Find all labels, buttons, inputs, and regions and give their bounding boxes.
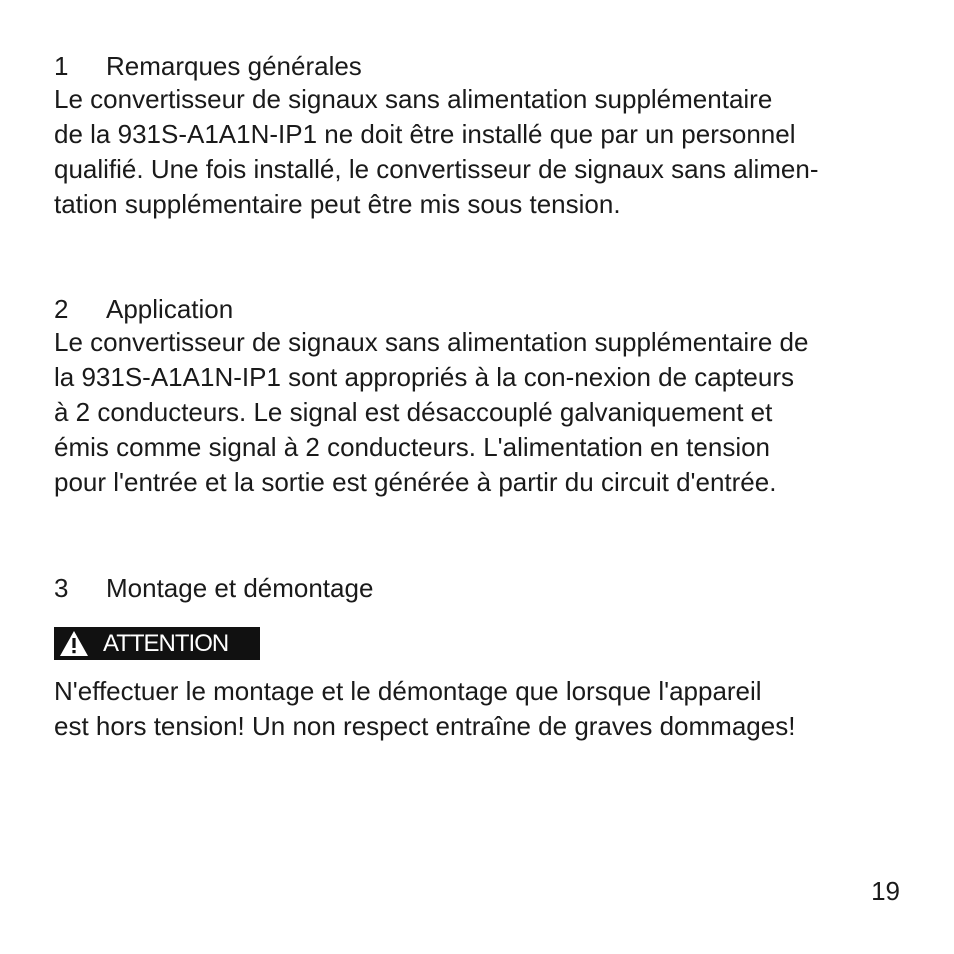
paragraph-line: de la 931S-A1A1N-IP1 ne doit être installé que par un personnel xyxy=(54,119,796,149)
paragraph-line: pour l'entrée et la sortie est générée à partir du circuit d'entrée. xyxy=(54,467,777,497)
section-heading xyxy=(54,294,914,324)
paragraph-line: est hors tension! Un non respect entraîne de graves dommages! xyxy=(54,711,796,741)
section-paragraph xyxy=(54,82,914,222)
paragraph-line: la 931S-A1A1N-IP1 sont appropriés à la con-nexion de capteurs xyxy=(54,362,794,392)
section-heading xyxy=(54,51,914,81)
paragraph-line: Le convertisseur de signaux sans alimentation supplémentaire de xyxy=(54,327,809,357)
section-heading xyxy=(54,573,914,603)
attention-badge xyxy=(54,627,260,660)
paragraph-line: N'effectuer le montage et le démontage que lorsque l'appareil xyxy=(54,676,762,706)
attention-paragraph xyxy=(54,674,914,744)
paragraph-line: à 2 conducteurs. Le signal est désaccouplé galvaniquement et xyxy=(54,397,773,427)
section-number: 1 xyxy=(54,51,69,81)
page-number: 19 xyxy=(871,876,900,906)
paragraph-line: tation supplémentaire peut être mis sous tension. xyxy=(54,189,621,219)
section-paragraph xyxy=(54,325,914,500)
section-application xyxy=(54,294,914,500)
section-remarques-generales xyxy=(54,51,914,222)
section-title: Remarques générales xyxy=(106,51,362,81)
warning-triangle-icon xyxy=(57,629,91,659)
section-montage-demontage xyxy=(54,573,914,603)
section-title: Montage et démontage xyxy=(106,573,374,603)
section-number: 2 xyxy=(54,294,69,324)
paragraph-line: émis comme signal à 2 conducteurs. L'alimentation en tension xyxy=(54,432,771,462)
section-number: 3 xyxy=(54,573,69,603)
attention-label: ATTENTION xyxy=(103,629,229,657)
paragraph-line: Le convertisseur de signaux sans alimentation supplémentaire xyxy=(54,84,773,114)
paragraph-line: qualifié. Une fois installé, le convertisseur de signaux sans alimen- xyxy=(54,154,819,184)
section-title: Application xyxy=(106,294,234,324)
